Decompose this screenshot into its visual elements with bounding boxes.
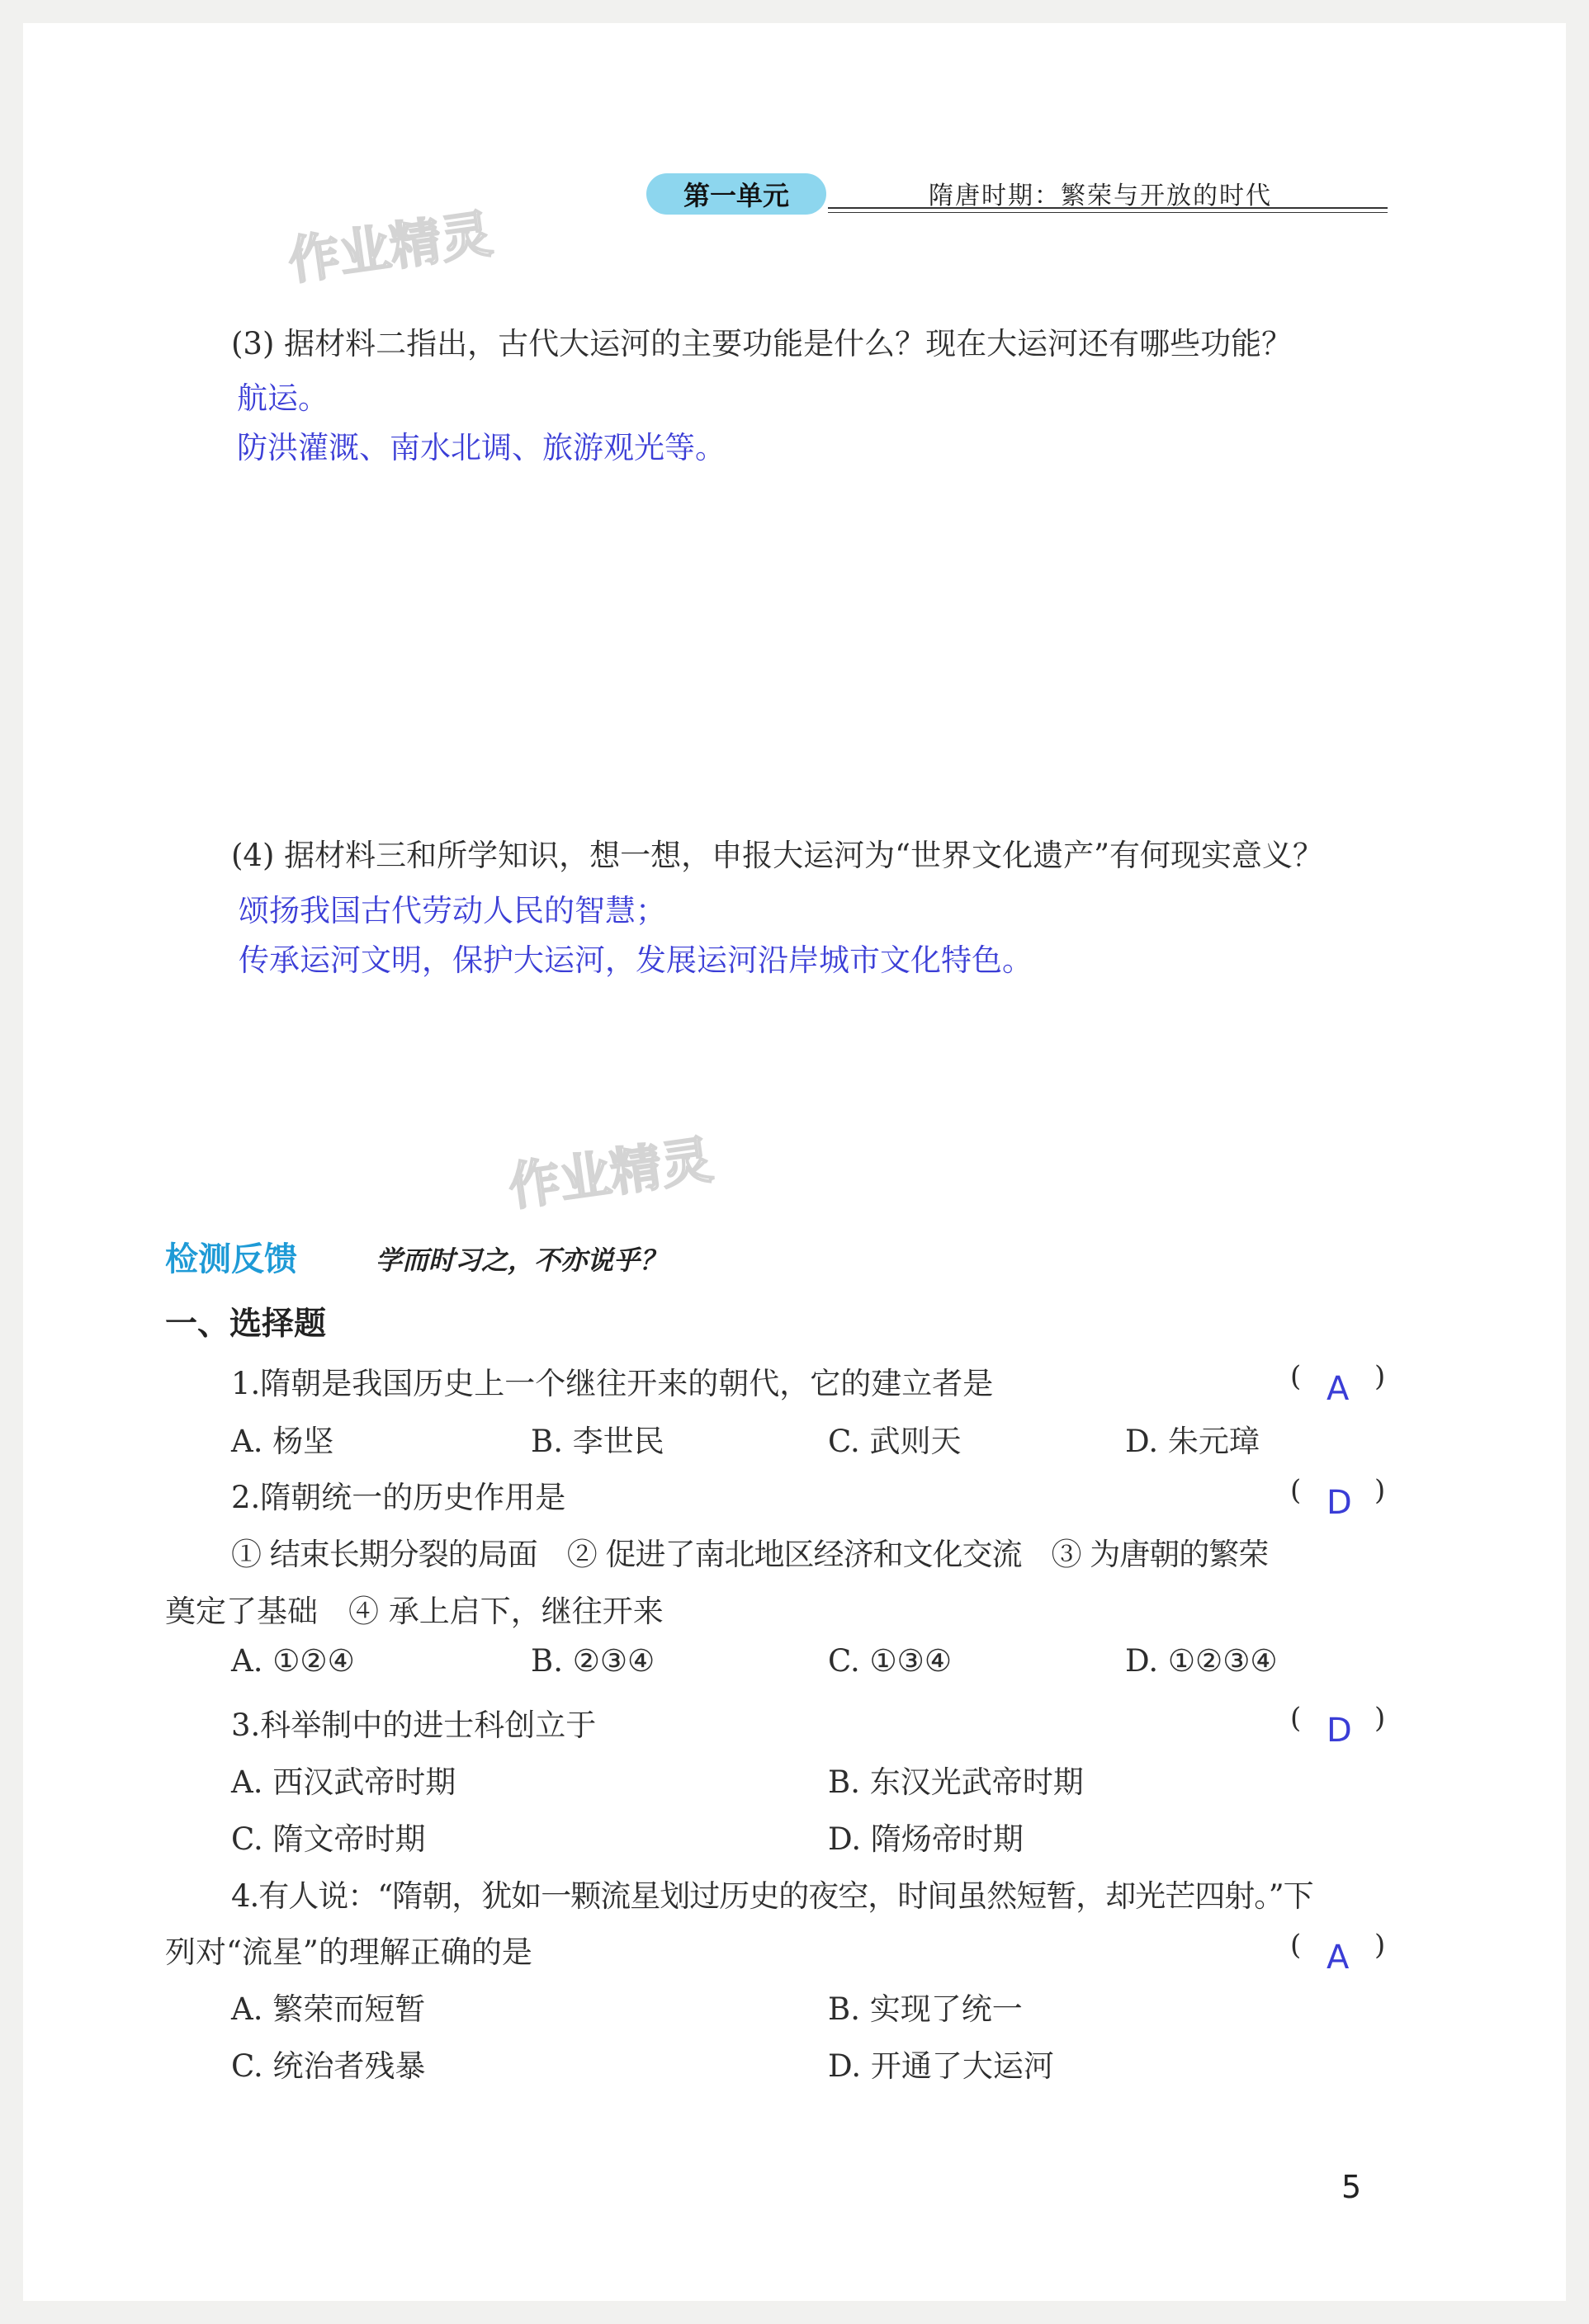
- answer-paren-open: (: [1290, 1360, 1302, 1393]
- watermark-logo: 作业精灵: [284, 203, 496, 292]
- section-motto: 学而时习之，不亦说乎？: [376, 1245, 667, 1276]
- answer-paren-close: ): [1374, 1360, 1386, 1393]
- answer-paren-close: ): [1374, 1702, 1386, 1735]
- item-1-option-a: A. 杨坚: [231, 1424, 334, 1459]
- question-4-answer-1: 颂扬我国古代劳动人民的智慧；: [239, 893, 666, 928]
- item-4-stem-2: 列对“流星”的理解正确的是: [165, 1934, 532, 1970]
- answer-paren-open: (: [1290, 1474, 1302, 1507]
- question-3-text: (3) 据材料二指出，古代大运河的主要功能是什么？现在大运河还有哪些功能？: [231, 326, 1293, 361]
- answer-paren-close: ): [1374, 1474, 1386, 1507]
- question-3-answer-2: 防洪灌溉、南水北调、旅游观光等。: [237, 430, 726, 465]
- item-3-stem: 3.科举制中的进士科创立于: [231, 1708, 597, 1743]
- answer-paren-open: (: [1290, 1929, 1302, 1962]
- unit-title: 隋唐时期：繁荣与开放的时代: [929, 182, 1272, 210]
- item-1-option-d: D. 朱元璋: [1125, 1424, 1260, 1459]
- item-2-option-c: C. ①③④: [828, 1643, 953, 1679]
- item-2-answer: D: [1327, 1484, 1352, 1522]
- item-3-option-d: D. 隋炀帝时期: [828, 1821, 1024, 1857]
- item-1-option-b: B. 李世民: [531, 1424, 664, 1459]
- item-2-statements-1: ① 结束长期分裂的局面 ② 促进了南北地区经济和文化交流 ③ 为唐朝的繁荣: [231, 1537, 1269, 1572]
- item-2-option-b: B. ②③④: [531, 1643, 655, 1679]
- answer-paren-close: ): [1374, 1929, 1386, 1962]
- page-number: 5: [1341, 2169, 1362, 2205]
- item-2-option-d: D. ①②③④: [1125, 1643, 1278, 1679]
- watermark-logo-2: 作业精灵: [504, 1129, 716, 1218]
- item-1-option-c: C. 武则天: [828, 1424, 962, 1459]
- item-1-stem: 1.隋朝是我国历史上一个继往开来的朝代，它的建立者是: [231, 1366, 994, 1401]
- question-3-answer-1: 航运。: [237, 380, 329, 416]
- item-4-stem-1: 4.有人说：“隋朝，犹如一颗流星划过历史的夜空，时间虽然短暂，却光芒四射。”下: [231, 1878, 1313, 1914]
- item-3-option-a: A. 西汉武帝时期: [231, 1764, 456, 1800]
- item-2-option-a: A. ①②④: [231, 1643, 355, 1679]
- unit-badge: 第一单元: [646, 173, 826, 215]
- item-2-statements-2: 奠定了基础 ④ 承上启下，继往开来: [165, 1594, 664, 1629]
- item-4-option-a: A. 繁荣而短暂: [231, 1991, 426, 2027]
- header-rule: [828, 207, 1388, 209]
- answer-paren-open: (: [1290, 1702, 1302, 1735]
- item-4-option-d: D. 开通了大运河: [828, 2048, 1054, 2084]
- item-4-option-b: B. 实现了统一: [828, 1991, 1023, 2027]
- item-3-answer: D: [1327, 1712, 1352, 1750]
- subsection-heading: 一、选择题: [165, 1306, 327, 1343]
- item-3-option-b: B. 东汉光武帝时期: [828, 1764, 1084, 1800]
- section-title: 检测反馈: [165, 1240, 297, 1278]
- question-4-text: (4) 据材料三和所学知识，想一想，申报大运河为“世界文化遗产”有何现实意义？: [231, 838, 1324, 873]
- item-2-stem: 2.隋朝统一的历史作用是: [231, 1480, 566, 1515]
- header-rule-thin: [828, 212, 1388, 213]
- item-4-answer: A: [1327, 1939, 1350, 1977]
- question-4-answer-2: 传承运河文明，保护大运河，发展运河沿岸城市文化特色。: [239, 942, 1033, 978]
- item-4-option-c: C. 统治者残暴: [231, 2048, 426, 2084]
- item-1-answer: A: [1327, 1370, 1350, 1408]
- item-3-option-c: C. 隋文帝时期: [231, 1821, 426, 1857]
